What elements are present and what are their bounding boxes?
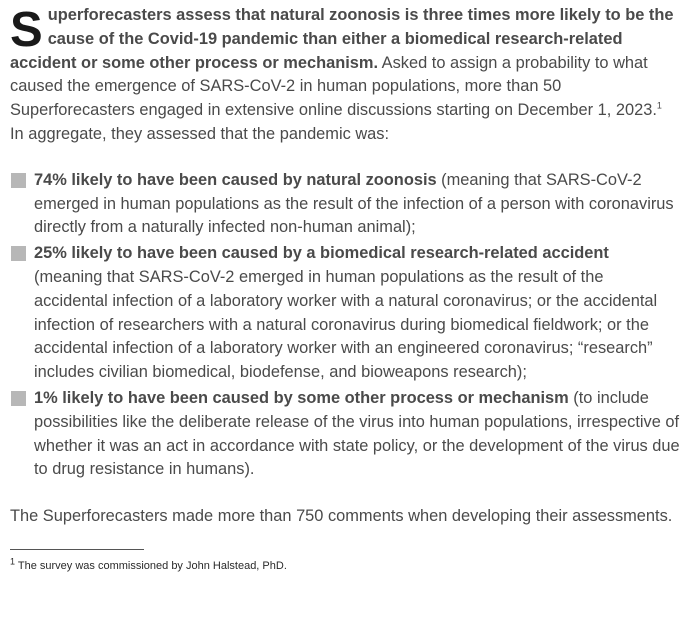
closing-paragraph: The Superforecasters made more than 750 comments when developing their assessments. bbox=[10, 507, 673, 526]
intro-paragraph bbox=[10, 4, 680, 147]
list-item-text: (meaning that SARS-CoV-2 emerged in human populations as the result of the accidental infection of a laboratory worker with a natural coronavirus; or the accidental infection of researchers with a natural coronavirus during biomedical fieldwork; or the accidental infection of a laboratory worker with an engineered coronavirus; “research” includes civilian biomedical, biodefense, and bioweapons research); bbox=[34, 267, 658, 382]
list-item bbox=[10, 242, 680, 385]
list-item bbox=[10, 169, 680, 240]
square-bullet-icon bbox=[11, 391, 26, 406]
list-item-bold: 25% likely to have been caused by a biomedical research-related accident bbox=[34, 244, 609, 263]
footnote-marker: 1 bbox=[10, 556, 16, 567]
intro-tail-text: In aggregate, they assessed that the pandemic was: bbox=[10, 124, 390, 143]
footnote-divider bbox=[10, 549, 144, 550]
drop-cap: S bbox=[10, 3, 43, 57]
article-body bbox=[10, 4, 680, 573]
intro-lead-bold: uperforecasters assess that natural zoonosis is three times more likely to be the cause of the Covid-19 pandemic than either a biomedical research-related accident or some other process or mechanism. bbox=[10, 6, 674, 72]
intro-body-text: Asked to assign a probability to what caused the emergence of SARS-CoV-2 in human populations, more than 50 Superforecasters engaged in extensive online discussions starting on December 1, 2023. bbox=[10, 53, 657, 120]
list-item-bold: 1% likely to have been caused by some other process or mechanism bbox=[34, 388, 569, 407]
footnote-text: The survey was commissioned by John Halstead, PhD. bbox=[15, 559, 287, 572]
list-item bbox=[10, 387, 680, 482]
probability-list bbox=[10, 169, 680, 482]
list-item-text: (meaning that SARS-CoV-2 emerged in human populations as the result of the infection of a person with coronavirus directly from a naturally infected non-human animal); bbox=[34, 170, 674, 237]
footnote-reference[interactable]: 1 bbox=[656, 100, 662, 111]
square-bullet-icon bbox=[11, 246, 26, 261]
square-bullet-icon bbox=[11, 173, 26, 188]
footnote bbox=[10, 556, 680, 573]
list-item-bold: 74% likely to have been caused by natural zoonosis bbox=[34, 170, 437, 189]
list-item-text: (to include possibilities like the deliberate release of the virus into human populations, irrespective of whether it was an act in accordance with state policy, or the development of the virus due to drug resistance in humans). bbox=[34, 388, 680, 479]
